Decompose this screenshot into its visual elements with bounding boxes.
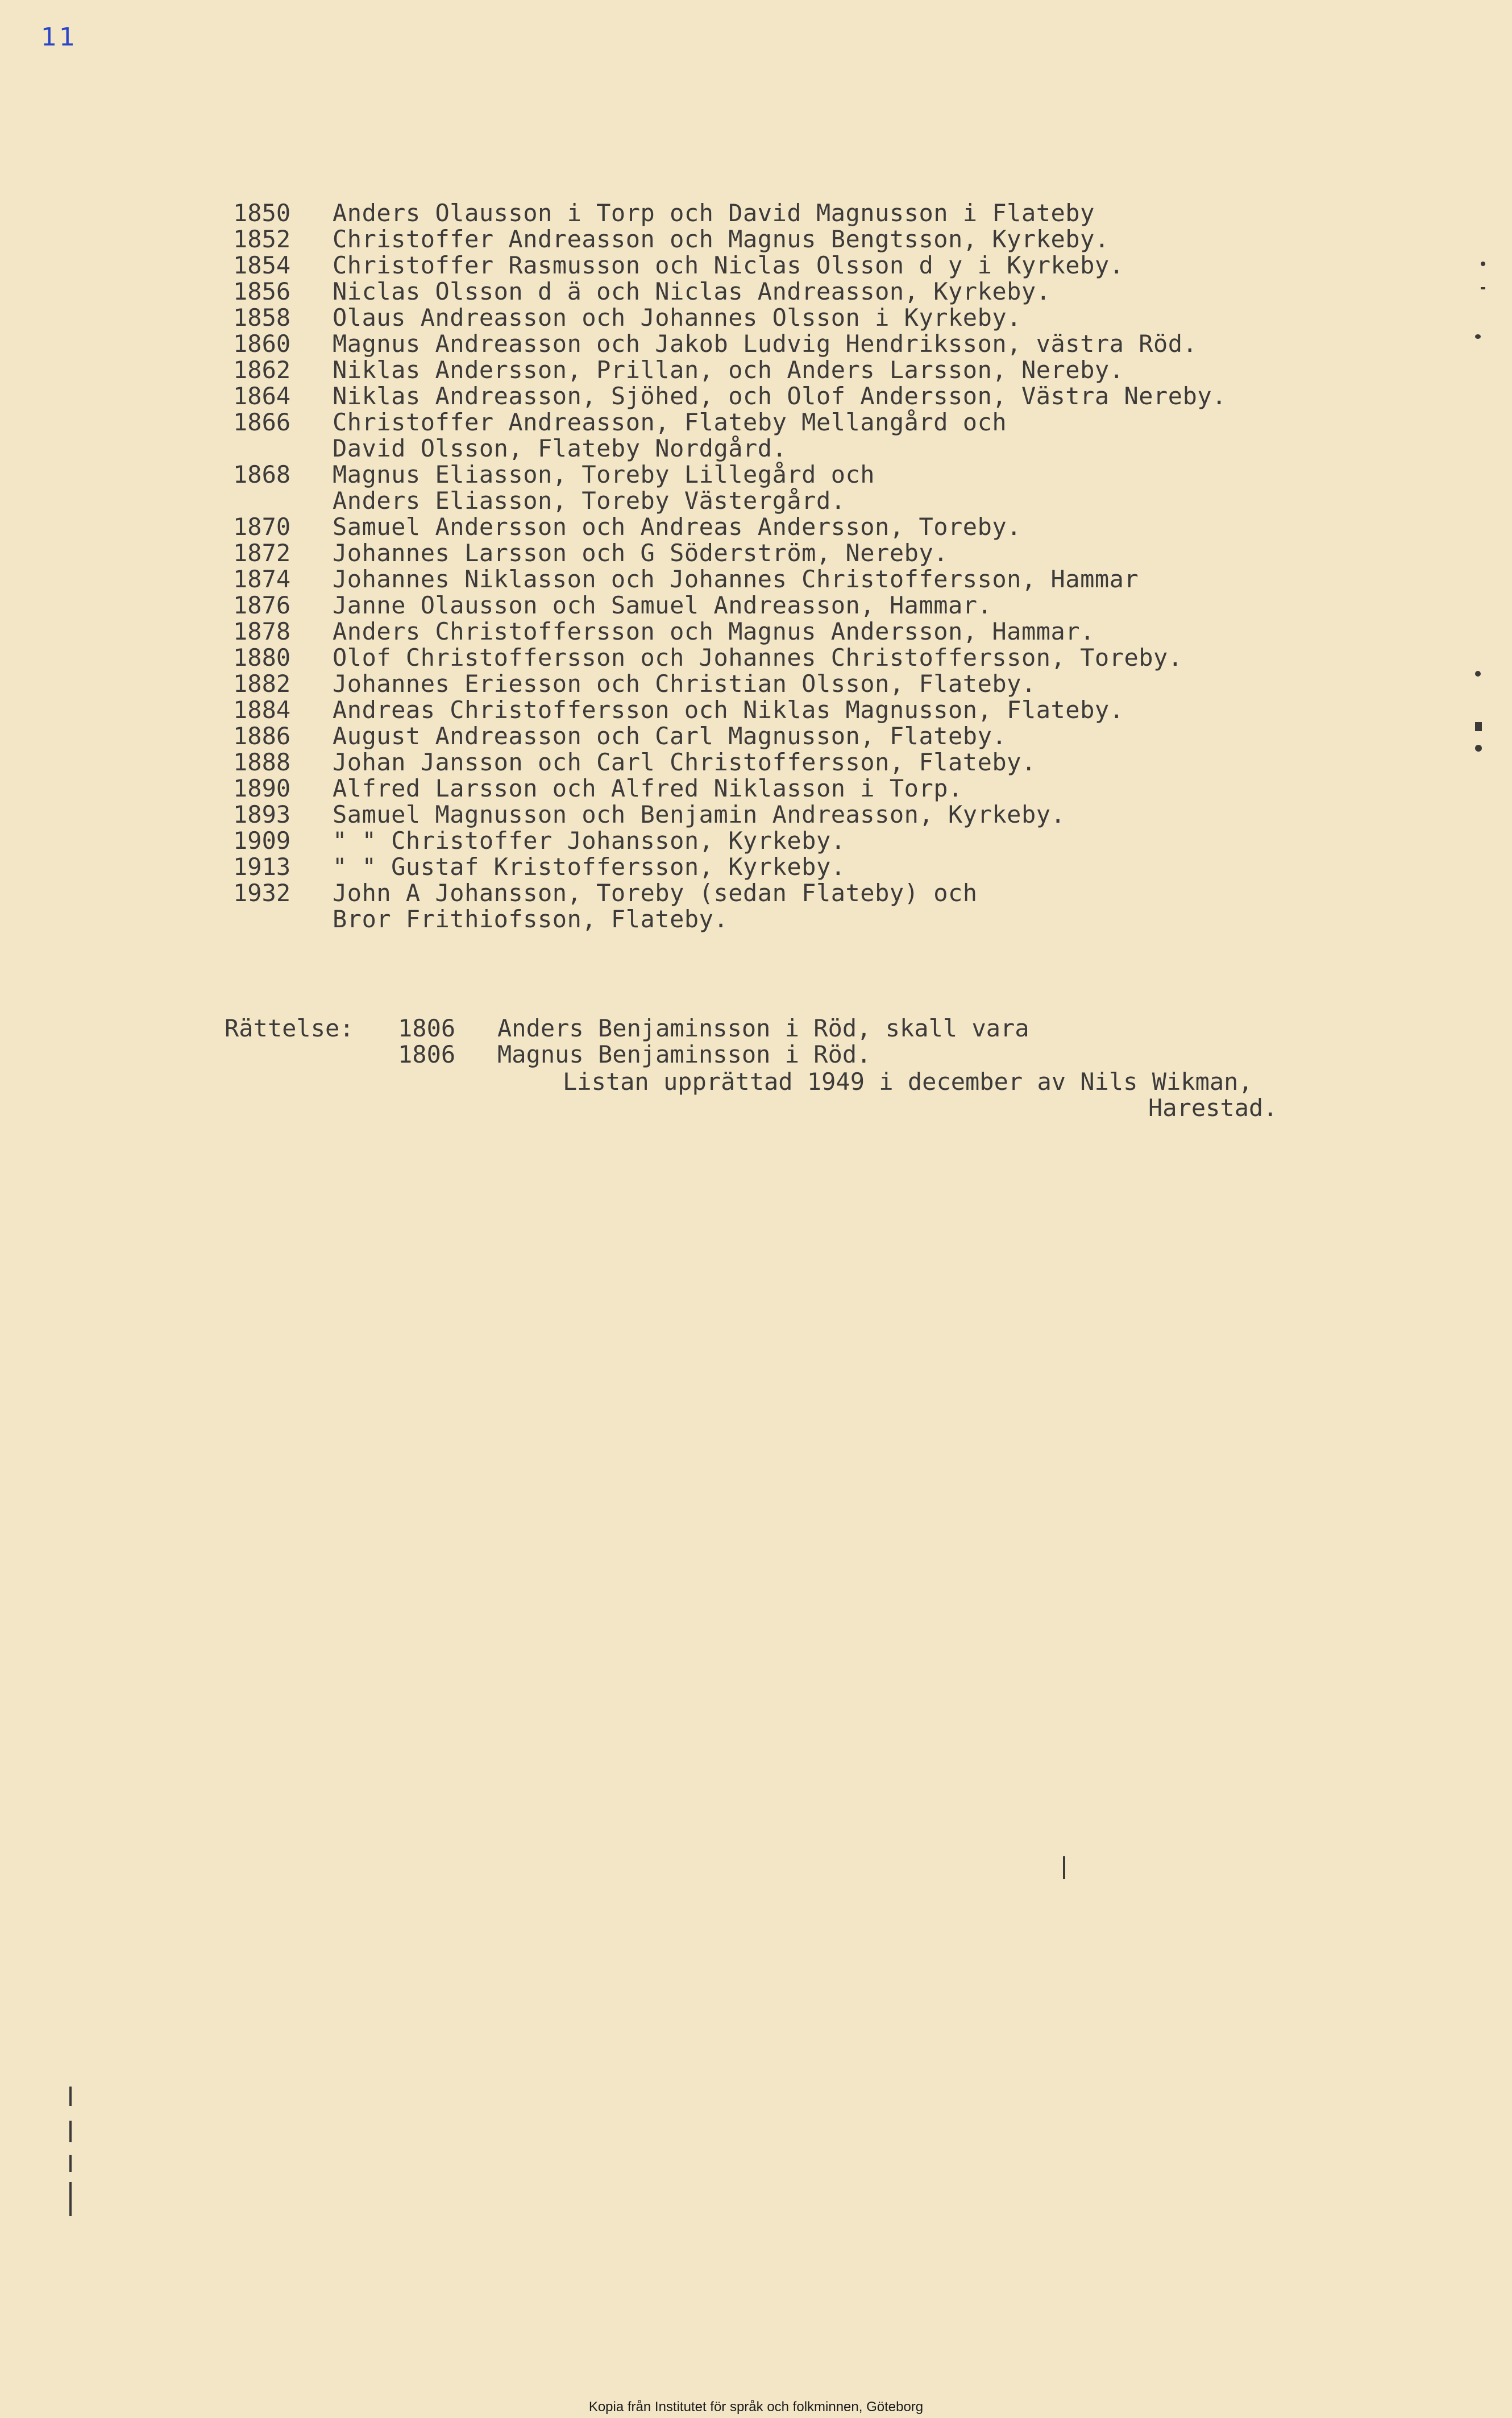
margin-mark [1475,745,1482,752]
entry-text: Niclas Olsson d ä och Niclas Andreasson, Kyrkeby. [333,277,1051,305]
entry-text: Samuel Magnusson och Benjamin Andreasson, Kyrkeby. [333,801,1066,828]
entry-text: David Olsson, Flateby Nordgård. [333,434,787,462]
entry-text: Olaus Andreasson och Johannes Olsson i Kyrkeby. [333,304,1021,331]
entry-year: 1878 [233,617,291,645]
correction-block [225,1015,1029,1068]
entry-year: 1852 [233,225,291,253]
entry-year: 1868 [233,461,291,488]
entry-row [233,331,1227,357]
entry-year: 1850 [233,199,291,227]
entry-text: Anders Olausson i Torp och David Magnusson i Flateby [333,199,1095,227]
margin-mark [1475,722,1482,731]
entry-row [233,357,1227,383]
entry-text: Bror Frithiofsson, Flateby. [333,905,729,933]
signature-place: Harestad. [1148,1094,1278,1122]
entry-row [233,671,1227,697]
entry-text: Alfred Larsson och Alfred Niklasson i Torp. [333,774,963,802]
entry-year: 1886 [233,722,291,750]
entry-row [233,383,1227,409]
entry-row [233,880,1227,906]
margin-mark [1475,671,1481,677]
entry-text: Samuel Andersson och Andreas Andersson, Toreby. [333,513,1021,541]
entry-year: 1876 [233,591,291,619]
entry-text: Olof Christoffersson och Johannes Christoffersson, Toreby. [333,644,1183,671]
correction-line [225,1015,1029,1042]
entry-text: Andreas Christoffersson och Niklas Magnusson, Flateby. [333,696,1124,724]
margin-mark [1481,262,1485,266]
entry-text: Christoffer Andreasson, Flateby Mellangård och [333,408,1007,436]
fold-mark [1063,1856,1065,1879]
entry-row [233,697,1227,723]
entry-year: 1858 [233,304,291,331]
entry-year: 1856 [233,277,291,305]
entry-text: Johannes Eriesson och Christian Olsson, Flateby. [333,670,1036,698]
entry-year: 1860 [233,330,291,358]
entry-year: 1880 [233,644,291,671]
entry-row [233,749,1227,775]
entry-row [233,906,1227,932]
signature-block [563,1069,1278,1121]
correction-label: Rättelse: [225,1014,354,1042]
entry-text: Anders Eliasson, Toreby Västergård. [333,487,846,515]
entry-year: 1854 [233,251,291,279]
entry-year: 1872 [233,539,291,567]
entry-text: Niklas Andersson, Prillan, och Anders Larsson, Nereby. [333,356,1124,384]
correction-line [225,1042,1029,1068]
entry-row [233,226,1227,252]
entry-text: Niklas Andreasson, Sjöhed, och Olof Andersson, Västra Nereby. [333,382,1227,410]
entry-text: August Andreasson och Carl Magnusson, Flateby. [333,722,1007,750]
correction-text: Anders Benjaminsson i Röd, skall vara [497,1014,1029,1042]
entry-year: 1862 [233,356,291,384]
entry-row [233,436,1227,462]
entry-year: 1888 [233,748,291,776]
entry-year: 1870 [233,513,291,541]
correction-year: 1806 [398,1014,456,1042]
entry-text: " " Christoffer Johansson, Kyrkeby. [333,827,846,855]
entry-row [233,566,1227,592]
correction-text: Magnus Benjaminsson i Röd. [497,1040,871,1068]
entry-row [233,775,1227,802]
entry-row [233,619,1227,645]
entry-text: " " Gustaf Kristoffersson, Kyrkeby. [333,853,846,881]
entry-text: Christoffer Andreasson och Magnus Bengtsson, Kyrkeby. [333,225,1110,253]
entry-year: 1882 [233,670,291,698]
entry-year: 1893 [233,801,291,828]
entry-row [233,723,1227,749]
entry-row [233,514,1227,540]
entry-row [233,802,1227,828]
entry-row [233,200,1227,226]
entry-year: 1913 [233,853,291,881]
entry-year: 1874 [233,565,291,593]
entry-row [233,279,1227,305]
entry-list [233,200,1227,932]
margin-mark [1481,287,1485,289]
entry-text: Magnus Eliasson, Toreby Lillegård och [333,461,875,488]
entry-text: Anders Christoffersson och Magnus Andersson, Hammar. [333,617,1095,645]
entry-text: John A Johansson, Toreby (sedan Flateby) och [333,879,978,907]
entry-row [233,592,1227,619]
entry-year: 1884 [233,696,291,724]
correction-year: 1806 [398,1040,456,1068]
entry-text: Johan Jansson och Carl Christoffersson, Flateby. [333,748,1036,776]
fold-mark [69,2121,72,2142]
entry-text: Johannes Larsson och G Söderström, Nereby. [333,539,949,567]
entry-row [233,305,1227,331]
fold-mark [69,2087,72,2106]
archive-footer: Kopia från Institutet för språk och folkminnen, Göteborg [588,2399,924,2415]
entry-row [233,488,1227,514]
signature-line: Listan upprättad 1949 i december av Nils Wikman, [563,1068,1253,1096]
entry-row [233,409,1227,436]
entry-year: 1890 [233,774,291,802]
fold-mark [69,2155,72,2172]
entry-text: Magnus Andreasson och Jakob Ludvig Hendriksson, västra Röd. [333,330,1198,358]
entry-row [233,828,1227,854]
entry-year: 1932 [233,879,291,907]
entry-text: Janne Olausson och Samuel Andreasson, Hammar. [333,591,992,619]
entry-text: Christoffer Rasmusson och Niclas Olsson d y i Kyrkeby. [333,251,1124,279]
entry-year: 1909 [233,827,291,855]
page-number: 11 [41,23,77,52]
fold-mark [69,2182,72,2216]
margin-mark [1475,334,1481,339]
entry-row [233,540,1227,566]
entry-row [233,854,1227,880]
entry-text: Johannes Niklasson och Johannes Christoffersson, Hammar [333,565,1139,593]
entry-row [233,462,1227,488]
entry-year: 1866 [233,408,291,436]
entry-row [233,252,1227,279]
entry-year: 1864 [233,382,291,410]
entry-row [233,645,1227,671]
